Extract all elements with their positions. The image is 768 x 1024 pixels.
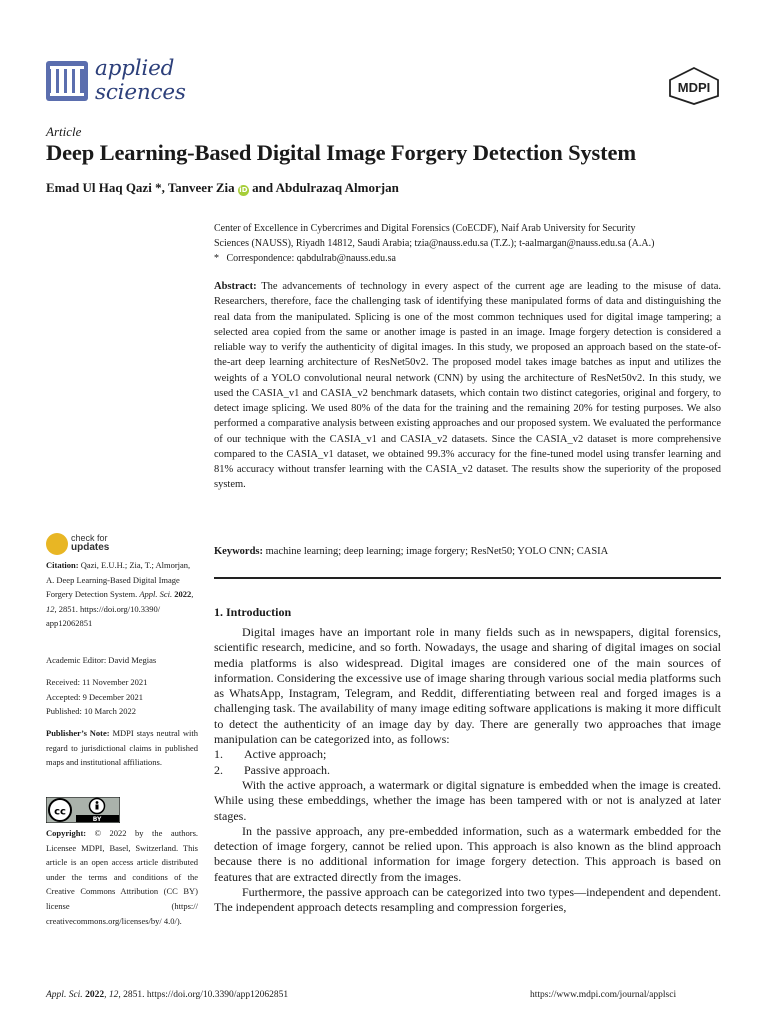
check-for-label: check for	[71, 533, 108, 543]
affiliation-line-2: Sciences (NAUSS), Riyadh 14812, Saudi Arabia; tzia@nauss.edu.sa (T.Z.); t-aalmargan@nauss.edu.sa (A.A.)	[214, 238, 655, 249]
citation-block: Citation: Qazi, E.U.H.; Zia, T.; Almorjan, A. Deep Learning-Based Digital Image Forgery Detection System. Appl. Sci. 2022, 12, 2851. https://doi.org/10.3390/ app12062851	[46, 560, 194, 629]
keywords-label: Keywords:	[214, 546, 263, 557]
correspondence-mark: *	[214, 253, 219, 264]
publishers-note-text: MDPI stays neutral with regard to jurisdictional claims in published maps and institutional affiliations.	[46, 728, 199, 768]
citation-label: Citation:	[46, 560, 79, 570]
publishers-note	[46, 726, 198, 770]
copyright-text: © 2022 by the authors. Licensee MDPI, Basel, Switzerland. This article is an open access article distributed under the terms and conditions of the Creative Commons Attribution (CC BY) license (https:// creativecommons.org/licenses/by/ 4.0/).	[46, 828, 199, 926]
citation-doi[interactable]: , 2851. https://doi.org/10.3390/ app12062851	[46, 603, 161, 629]
publisher-logo	[667, 66, 721, 106]
section-heading: 1. Introduction	[214, 605, 292, 619]
keywords	[214, 546, 608, 557]
cc-by-label: BY	[92, 816, 102, 823]
affiliation-line-1: Center of Excellence in Cybercrimes and Digital Forensics (CoECDF), Naif Arab University for Security	[214, 223, 636, 234]
citation-journal: Appl. Sci.	[139, 589, 173, 600]
published-date: Published: 10 March 2022	[46, 706, 136, 717]
list-text: Passive approach.	[244, 762, 330, 777]
abstract-label: Abstract:	[214, 281, 257, 292]
cc-by-license-icon[interactable]	[46, 797, 120, 823]
paragraph-3: In the passive approach, any pre-embedded information, such as a watermark embedded for the detection of image forgery, cannot be relied upon. This approach is also known as the blind approach because there is no additional information for image forgery detection. This approach is based on features that are extracted directly from the images.	[214, 823, 721, 884]
article-type: Article	[46, 124, 82, 139]
received-date: Received: 11 November 2021	[46, 677, 148, 687]
journal-name-line1: applied	[95, 56, 175, 81]
list-number: 2.	[214, 762, 223, 777]
svg-text:cc: cc	[54, 806, 66, 818]
footer-journal-url[interactable]: https://www.mdpi.com/journal/applsci	[530, 990, 677, 1000]
author-names-2: and Abdulrazaq Almorjan	[252, 180, 399, 195]
correspondence-text: Correspondence: qabdulrab@nauss.edu.sa	[226, 253, 396, 264]
citation-year: 2022	[174, 589, 192, 600]
abstract	[214, 279, 721, 493]
affiliation	[214, 221, 734, 266]
academic-editor: Academic Editor: David Megias	[46, 655, 157, 665]
list-item	[214, 747, 721, 762]
check-for-updates-icon	[46, 533, 68, 555]
abstract-text: The advancements of technology in every aspect of the current age are leading to the misuse of data. Researchers, therefore, face the challenging task of identifying these manipulated forms of data and distinguishing the real data from the manipulated. Splicing is one of the most common techniques used for digital image tampering; a selected area copied from the same or another image is pasted in an image. Image forgery detection is considered a reliable way to verify the authenticity of digital images. In this study, we proposed an approach based on the state-of-the-art deep learning architecture of ResNet50v2. The proposed model takes image batches as input and utilizes the weights of a YOLO convolutional neural network (CNN) by using the architecture of ResNet50v2. In this study, we used the CASIA_v1 and CASIA_v2 benchmark datasets, which contain two distinct categories, original and forgery, to detect image splicing. We used 80% of the data for the training and the remaining 20% for testing purposes. We also performed a comparative analysis between existing approaches and our proposed system. We evaluated the performance of our technique with the CASIA_v1 and CASIA_v2 datasets. Since the CASIA_v2 dataset is more comprehensive compared to the CASIA_v1 dataset, we obtained 99.3% accuracy for the fine-tuned model using transfer learning and 81% accuracy without transfer learning with the CASIA_v2 dataset. The results show the superiority of the proposed system.	[214, 281, 721, 491]
footer-doi[interactable]: , 2851. https://doi.org/10.3390/app12062851	[118, 990, 289, 1000]
journal-logo	[46, 57, 186, 109]
footer-year: 2022	[85, 990, 105, 1000]
orcid-icon[interactable]: iD	[239, 186, 248, 194]
author-list	[46, 180, 399, 196]
footer-journal: Appl. Sci.	[46, 990, 83, 1000]
copyright-block	[46, 826, 198, 928]
paper-title: Deep Learning-Based Digital Image Forgery Detection System	[46, 140, 636, 165]
footer-volume: 12	[108, 990, 119, 1000]
paragraph-1: Digital images have an important role in many fields such as in newspapers, digital forensics, scientific research, medicine, and so forth. Nowadays, the usage and sharing of digital images on social media platforms is also widespread. Digital images are considered one of the main sources of information. Considering the excessive use of image sharing through various social media platforms such as WhatsApp, Instagram, Telegram, and Reddit, differentiating between real and forged images is a challenging task. The availability of many image editing software applications is making it more difficult to detect the authenticity of an image day by day. There are generally two approaches that image manipulation can be categorized into, as follows:	[214, 625, 721, 747]
list-item	[214, 763, 721, 778]
paragraph-4: Furthermore, the passive approach can be categorized into two types—independent and dependent. The independent approach detects resampling and compression forgeries,	[214, 885, 721, 915]
journal-name-line2: sciences	[95, 80, 186, 105]
list-text: Active approach;	[244, 747, 327, 762]
check-for-updates-badge[interactable]	[46, 532, 166, 558]
accepted-date: Accepted: 9 December 2021	[46, 691, 143, 702]
citation-volume: 12	[46, 603, 55, 614]
updates-label: updates	[71, 542, 110, 553]
publisher-name: MDPI	[677, 80, 711, 95]
author-names-1: Emad Ul Haq Qazi *, Tanveer Zia	[46, 180, 235, 195]
publisher-logo-icon	[667, 66, 721, 106]
paragraph-2: With the active approach, a watermark or digital signature is embedded when the image is created. While using these embeddings, whether the image has been tampered with or not is analyzed at later stages.	[214, 777, 721, 823]
publishers-note-label: Publisher’s Note:	[46, 728, 110, 738]
keywords-text: machine learning; deep learning; image forgery; ResNet50; YOLO CNN; CASIA	[265, 546, 609, 557]
divider	[214, 577, 721, 579]
dates-block	[46, 675, 198, 719]
list-number: 1.	[214, 747, 223, 762]
journal-logo-icon	[46, 61, 88, 101]
citation-text: Qazi, E.U.H.; Zia, T.; Almorjan, A. Deep Learning-Based Digital Image Forgery Detection System.	[46, 560, 191, 600]
body-text	[214, 625, 721, 916]
copyright-label: Copyright:	[46, 828, 87, 838]
correspondence	[214, 251, 734, 266]
footer-citation: Appl. Sci. 2022, 12, 2851. https://doi.org/10.3390/app12062851	[46, 990, 289, 1000]
